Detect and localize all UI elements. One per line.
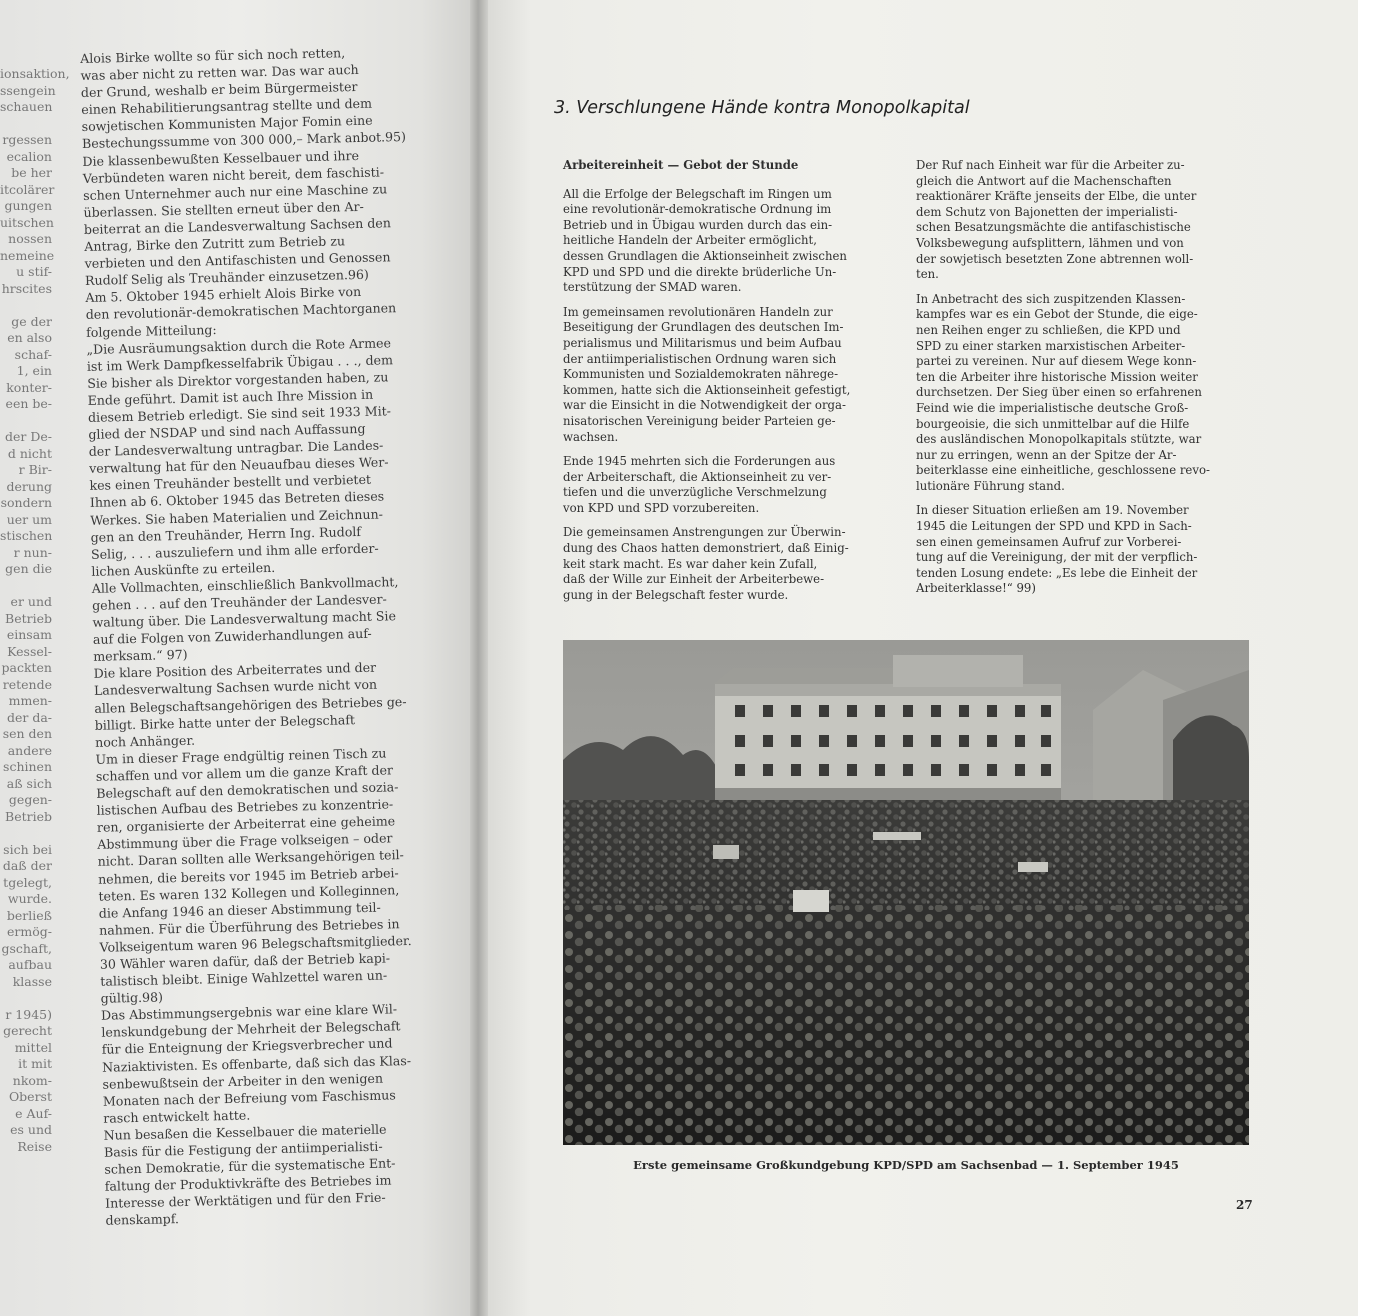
margin-fragment-line: schaf- [14,346,52,362]
text-line: ren, organisierte der Arbeiterrat eine geheime [96,813,396,836]
margin-fragment-line: es und [10,1122,52,1137]
text-line: bourgeoisie, die sich unmittelbar auf die Hilfe [916,416,1190,431]
text-line: Werkes. Sie haben Materialien und Zeichnun- [90,506,384,528]
background-edge [1358,0,1389,1316]
text-line: wachsen. [563,429,619,444]
photo-caption: Erste gemeinsame Großkundgebung KPD/SPD am Sachsenbad — 1. September 1945 [633,1158,1179,1172]
margin-fragment-line [0,990,52,1007]
text-line: nur zu erringen, wenn an der Spitze der Ar- [916,447,1177,462]
margin-fragment-line: stischen [0,528,53,543]
text-line: tiefen und die unverzügliche Verschmelzung [563,485,827,500]
margin-fragment-line: Betrieb [5,808,52,824]
text-line: glied der NSDAP und sind nach Auffassung [88,420,366,442]
left-page-text [80,42,451,1229]
text-line: merksam.“ 97) [93,647,188,665]
margin-fragment-line: be her [11,165,52,180]
text-line: listischen Aufbau des Betriebes zu konzentrie- [96,796,394,818]
margin-fragment-line: e Auf- [15,1105,52,1121]
text-line: den revolutionär-demokratischen Machtorganen [85,300,397,323]
text-line: Volkseigentum waren 96 Belegschaftsmitglieder. [99,932,412,955]
text-line: allen Belegschaftsangehörigen des Betriebes ge- [94,693,407,716]
margin-fragment-line: Kessel- [7,643,52,659]
margin-fragment-line: schauen [0,99,53,114]
paragraph [563,454,887,516]
margin-fragment-line [0,413,52,430]
margin-fragment-line: d nicht [7,445,52,461]
margin-fragment-line: en also [7,330,52,345]
text-line: Das Abstimmungsergebnis war eine klare Wil- [100,1001,398,1024]
margin-fragment-line: gerecht [3,1023,52,1038]
text-line: gleich die Antwort auf die Machenschaften [916,173,1172,188]
margin-fragment-line: hrscites [1,280,52,296]
text-line: was aber nicht zu retten war. Das war auch [80,62,359,84]
text-line: dessen Grundlagen die Aktionseinheit zwischen [563,248,847,263]
text-line: Antrag, Birke den Zutritt zum Betrieb zu [84,233,346,254]
text-line: Feind wie die imperialistische deutsche Groß- [916,400,1189,415]
text-line: Ihnen ab 6. Oktober 1945 das Betreten dieses [89,488,385,511]
text-line: gehen . . . auf den Treuhänder der Landesver- [91,591,387,613]
margin-fragment-line [0,825,52,842]
margin-fragment-line: der da- [6,709,52,725]
text-line: Die gemeinsamen Anstrengungen zur Überwin- [563,525,846,540]
margin-fragment-line: sondern [0,495,52,510]
margin-fragment-line: it mit [18,1056,52,1071]
text-line: tung auf die Vereinigung, der mit der verpflich- [916,550,1198,565]
chapter-title: 3. Verschlungene Hände kontra Monopolkapital [554,98,970,118]
text-line: perialismus und Militarismus und beim Aufbau [563,335,842,350]
text-line: nicht. Daran sollten alle Werksangehörigen teil- [97,847,404,870]
margin-fragment-line: mmen- [8,693,52,708]
text-line: sowjetischen Kommunisten Major Fomin eine [81,113,373,135]
margin-fragment-line: gen die [5,561,52,576]
text-line: folgende Mitteilung: [85,321,217,340]
margin-fragment-line: ionsaktion, [0,66,70,81]
margin-fragment-line: aß sich [6,775,52,791]
margin-fragment-line: nkom- [12,1072,52,1088]
text-line: Monaten nach der Befreiung vom Faschismus [102,1087,396,1109]
text-line: ten. [916,267,939,282]
text-line: All die Erfolge der Belegschaft im Ringen um [563,186,832,201]
text-line: keit stark macht. Es war daher kein Zufall, [563,556,818,571]
paragraph [563,187,887,296]
margin-fragment-line: retende [2,676,52,692]
text-line: nahmen. Für die Überführung des Betriebes in [99,916,400,938]
text-line: Interesse der Werktätigen und für den Frie- [105,1189,386,1212]
text-line: verwaltung hat für den Neuaufbau dieses Wer- [88,454,389,477]
text-line: schen Unternehmer auch nur eine Maschine zu [83,181,388,203]
margin-fragment-line: ermög- [7,924,52,939]
text-line: Kommunisten und Sozialdemokraten nährege- [563,367,839,382]
text-line: Im gemeinsamen revolutionären Handeln zur [563,304,833,319]
text-line: 30 Wähler waren dafür, daß der Betrieb kapi- [99,950,391,972]
text-line: auf die Folgen von Zuwiderhandlungen auf- [92,625,372,648]
paragraph [563,525,887,603]
margin-fragment-line: er und [10,594,52,609]
margin-fragment-line: ecalion [6,148,52,164]
text-line: ten die Arbeiter ihre historische Mission weiter [916,369,1198,384]
text-line: Belegschaft auf den demokratischen und sozia- [96,779,399,801]
margin-fragment-line: uer um [6,511,52,527]
text-line: ist im Werk Dampfkesselfabrik Übigau . . ., dem [86,351,394,374]
section-heading: Arbeitereinheit — Gebot der Stunde [563,158,799,172]
text-line: Alle Vollmachten, einschließlich Bankvollmacht, [91,574,399,596]
margin-fragment-line: mittel [14,1039,52,1055]
margin-fragment-line: u stif- [16,264,52,279]
text-line: Bestechungssumme von 300 000,– Mark anbot.95) [81,129,407,152]
margin-fragment-line: r Bir- [18,462,52,477]
text-line: der sowjetisch besetzten Zone abtrennen woll- [916,251,1194,266]
text-line: gültig.98) [100,989,164,1006]
margin-fragment-line: ssengein [0,82,56,98]
margin-fragment-line: klasse [12,973,52,989]
text-line: noch Anhänger. [94,732,196,750]
text-line: Beseitigung der Grundlagen des deutschen Im- [563,320,844,335]
text-line: faltung der Produktivkräfte des Betriebes im [104,1172,392,1194]
text-line: Selig, . . . auszuliefern und ihm alle erforder- [90,540,379,562]
margin-fragment-line: Reise [17,1138,52,1154]
text-line: rasch entwickelt hatte. [103,1107,251,1126]
text-line: Betrieb und in Übigau wurden durch das ein- [563,217,833,232]
text-line: lichen Auskünfte zu erteilen. [91,559,276,579]
text-line: schen Demokratie, für die systematische Ent- [104,1155,396,1177]
paragraph [916,158,1240,283]
margin-fragment-line: wurde. [7,891,52,906]
text-column-right [916,158,1240,606]
text-line: kampfes war es ein Gebot der Stunde, die eige- [916,307,1198,322]
text-line: für die Enteignung der Kriegsverbrecher und [101,1035,393,1058]
rally-photograph [563,640,1249,1145]
margin-fragment-line: itcolärer [0,181,55,197]
margin-fragment-line: derung [6,478,52,494]
margin-fragment-line: 1, ein [16,363,52,378]
margin-fragment-line [0,297,52,314]
text-line: des ausländischen Monopolkapitals stützte, war [916,432,1202,447]
text-line: partei zu vereinen. Nur auf diesem Wege konn- [916,354,1197,369]
text-line: kes einen Treuhänder bestellt und verbietet [89,472,372,494]
text-line: von KPD und SPD vorzubereiten. [563,500,760,515]
text-line: dung des Chaos hatten demonstriert, daß Einig- [563,541,849,556]
margin-fragment-line [0,578,52,595]
text-line: waltung über. Die Landesverwaltung macht Sie [92,608,397,630]
text-line: reaktionärer Kräfte jenseits der Elbe, die unter [916,189,1197,204]
margin-fragment-line: aufbau [8,957,52,972]
text-line: Die klare Position des Arbeiterrates und der [93,660,377,682]
margin-fragment-line: een be- [5,396,52,411]
text-line: Basis für die Festigung der antiimperialisti- [103,1138,383,1160]
text-line: „Die Ausräumungsaktion durch die Rote Armee [86,334,392,357]
margin-fragment-line [0,116,52,133]
margin-fragment-line: einsam [6,627,52,642]
text-line: sen einen gemeinsamen Aufruf zur Vorberei- [916,534,1182,549]
text-line: beiterrat an die Landesverwaltung Sachsen den [83,215,392,237]
text-line: Landesverwaltung Sachsen wurde nicht von [93,677,378,699]
margin-fragment-line: uitschen [0,214,54,230]
margin-fragment-line: daß der [2,858,52,873]
text-line: lenskundgebung der Mehrheit der Belegschaft [101,1018,401,1041]
text-line: billigt. Birke hatte unter der Belegschaft [94,711,356,733]
text-line: verbieten und den Antifaschisten und Genossen [84,249,391,272]
text-line: nisatorischen Vereinigung beider Parteien ge- [563,413,836,428]
text-line: die Anfang 1946 an dieser Abstimmung teil- [98,899,381,921]
text-line: kommen, hatte sich die Aktionseinheit gefestigt, [563,382,851,397]
text-line: Alois Birke wollte so für sich noch retten, [80,45,346,66]
margin-fragment-line: andere [7,742,52,758]
margin-fragment-line: der De- [5,429,52,444]
text-line: Abstimmung über die Frage volkseigen – oder [97,830,393,853]
page-number: 27 [1236,1198,1253,1212]
margin-fragment-line: gungen [4,198,52,213]
margin-fragment-line: rgessen [2,132,52,147]
text-line: daß der Wille zur Einheit der Arbeiterbewe- [563,572,825,587]
margin-fragment-line: tgelegt, [3,874,52,890]
text-line: Am 5. Oktober 1945 erhielt Alois Birke von [85,284,362,306]
margin-fragment-line: konter- [6,379,52,395]
margin-fragment-line: packten [1,660,52,675]
text-line: gen an den Treuhänder, Herrn Ing. Rudolf [90,523,362,545]
text-line: Naziaktivisten. Es offenbarte, daß sich das Klas- [102,1052,412,1075]
text-line: beiterklasse eine einheitliche, geschlossene revo- [916,463,1210,478]
previous-column-fragments [0,66,70,1155]
text-line: gung in der Belegschaft fester wurde. [563,587,789,602]
text-line: Ende geführt. Damit ist auch Ihre Mission in [87,386,374,408]
text-line: der Landesverwaltung untragbar. Die Landes- [88,437,384,460]
text-line: Verbündeten waren nicht bereit, dem faschisti- [82,164,385,186]
text-line: der Grund, weshalb er beim Bürgermeister [80,79,358,101]
text-line: schaffen und vor allem um die ganze Kraft der [95,762,394,784]
margin-fragment-line: gegen- [8,792,52,807]
text-line: einen Rehabilitierungsantrag stellte und dem [81,95,373,118]
text-line: durchsetzen. Der Sieg über einen so erfahrenen [916,385,1202,400]
text-line: überlassen. Sie stellten erneut über den Ar- [83,198,364,220]
text-line: eine revolutionär-demokratische Ordnung im [563,202,832,217]
text-line: Um in dieser Frage endgültig reinen Tisch zu [95,745,387,767]
margin-fragment-line: nemeine [0,247,55,263]
text-line: denskampf. [105,1211,180,1229]
paragraph [563,305,887,445]
margin-fragment-line: r 1945) [5,1006,52,1022]
margin-fragment-line: schinen [3,759,52,774]
text-line: schen Besatzungsmächte die antifaschistische [916,220,1191,235]
margin-fragment-line: Betrieb [5,610,52,626]
text-line: 1945 die Leitungen der SPD und KPD in Sach- [916,519,1192,534]
text-column-left [563,158,887,612]
margin-fragment-line: r nun- [13,544,52,560]
text-line: Ende 1945 mehrten sich die Forderungen aus [563,454,836,469]
text-line: senbewußtsein der Arbeiter in den wenigen [102,1070,384,1092]
margin-fragment-line: gschaft, [1,940,52,956]
text-line: terstützung der SMAD waren. [563,280,742,295]
text-line: Arbeiterklasse!“ 99) [916,581,1036,596]
text-line: dem Schutz von Bajonetten der imperialisti- [916,204,1178,219]
margin-fragment-line: Oberst [8,1089,52,1104]
text-line: SPD zu einer starken marxistischen Arbeiter- [916,338,1186,353]
margin-fragment-line: sich bei [3,841,52,857]
text-line: war die Einsicht in die Notwendigkeit der orga- [563,398,846,413]
margin-fragment-line: ge der [11,313,52,329]
paragraph [916,292,1240,495]
text-line: Die klassenbewußten Kesselbauer und ihre [82,147,360,169]
left-page [0,0,478,1316]
text-line: teten. Es waren 132 Kollegen und Kolleginnen, [98,881,400,904]
text-line: Nun besaßen die Kesselbauer die materielle [103,1121,387,1143]
text-line: KPD und SPD und die direkte brüderliche Un- [563,264,837,279]
text-line: diesem Betrieb erledigt. Sie sind seit 1933 Mit- [87,403,392,425]
margin-fragment-line: sen den [2,726,52,741]
margin-fragment-line: berließ [6,907,52,923]
text-line: tenden Losung endete: „Es lebe die Einheit der [916,565,1198,580]
text-line: nehmen, die bereits vor 1945 im Betrieb arbei- [97,864,399,887]
text-line: Sie bisher als Direktor vorgestanden haben, zu [87,369,389,391]
paragraph [916,503,1240,597]
text-line: der Arbeiterschaft, die Aktionseinheit zu ver- [563,469,832,484]
text-line: talistisch bleibt. Einige Wahlzettel waren un- [100,967,388,989]
text-line: nen Reihen enger zu schließen, die KPD und [916,322,1181,337]
text-line: heitliche Handeln der Arbeiter ermöglicht, [563,233,817,248]
text-line: Volksbewegung aufsplittern, lähmen und von [916,235,1184,250]
text-line: Der Ruf nach Einheit war für die Arbeiter zu- [916,158,1185,172]
text-line: der antiimperialistischen Ordnung waren sich [563,351,837,366]
text-line: In dieser Situation erließen am 19. November [916,503,1189,518]
margin-fragment-line: nossen [8,231,52,246]
text-line: lutionäre Führung stand. [916,478,1065,493]
text-line: Rudolf Selig als Treuhänder einzusetzen.96) [84,266,369,289]
text-line: In Anbetracht des sich zuspitzenden Klassen- [916,291,1186,306]
book-gutter [470,0,488,1316]
